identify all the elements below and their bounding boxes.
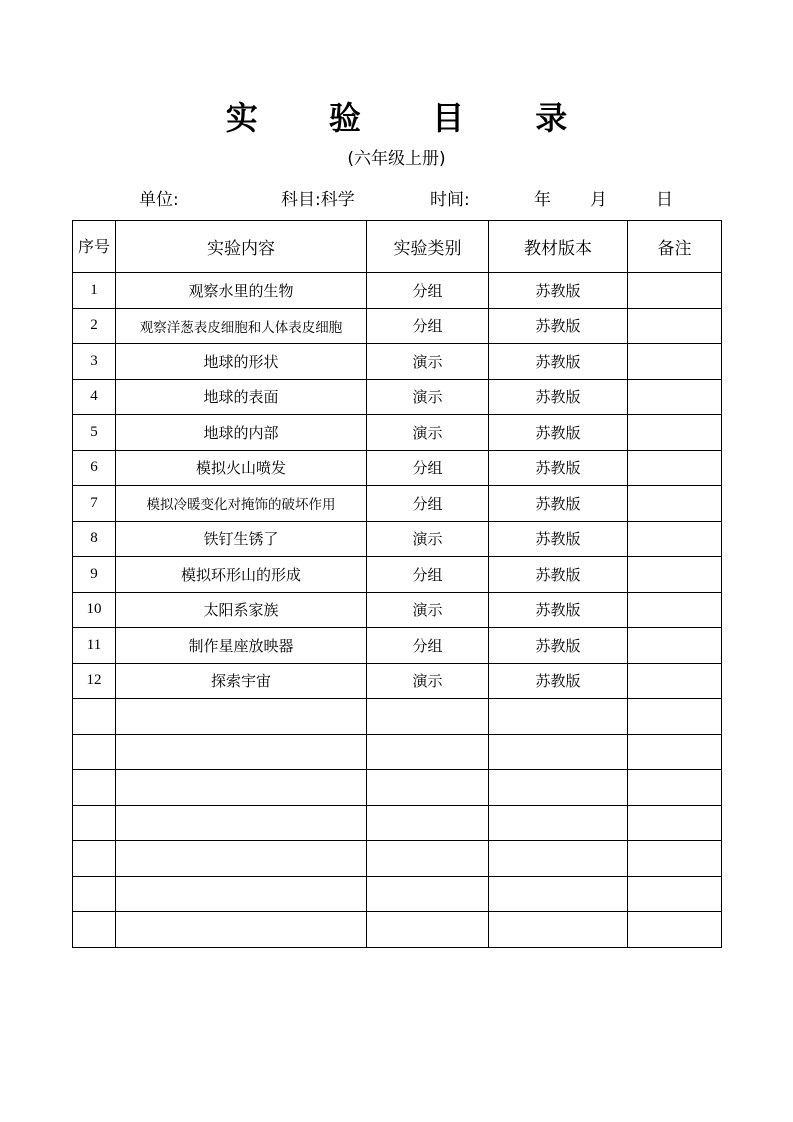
cell-seq: 7 — [73, 486, 116, 522]
table-row — [73, 663, 722, 699]
cell-note — [628, 770, 722, 806]
cell-note — [628, 379, 722, 415]
cell-seq: 11 — [73, 628, 116, 664]
month-label: 月 — [590, 190, 607, 210]
cell-type: 演示 — [367, 521, 489, 557]
cell-seq — [73, 734, 116, 770]
cell-content — [116, 699, 367, 735]
cell-edition: 苏教版 — [489, 486, 628, 522]
cell-seq: 5 — [73, 415, 116, 451]
column-header-seq: 序号 — [73, 221, 116, 273]
cell-seq: 12 — [73, 663, 116, 699]
cell-note — [628, 699, 722, 735]
day-label: 日 — [656, 190, 673, 210]
cell-note — [628, 308, 722, 344]
cell-note — [628, 592, 722, 628]
cell-seq: 2 — [73, 308, 116, 344]
cell-type: 演示 — [367, 415, 489, 451]
cell-seq — [73, 699, 116, 735]
cell-content: 地球的形状 — [116, 344, 367, 380]
table-row — [73, 912, 722, 948]
cell-type: 分组 — [367, 557, 489, 593]
cell-content: 地球的内部 — [116, 415, 367, 451]
cell-seq: 8 — [73, 521, 116, 557]
cell-note — [628, 486, 722, 522]
cell-edition: 苏教版 — [489, 521, 628, 557]
cell-type — [367, 699, 489, 735]
cell-note — [628, 521, 722, 557]
subject-label: 科目:科学 — [281, 190, 355, 210]
table-row — [73, 379, 722, 415]
cell-content: 太阳系家族 — [116, 592, 367, 628]
cell-edition: 苏教版 — [489, 663, 628, 699]
cell-edition: 苏教版 — [489, 592, 628, 628]
time-label: 时间: — [430, 190, 470, 210]
cell-note — [628, 273, 722, 309]
cell-content: 地球的表面 — [116, 379, 367, 415]
cell-content: 观察洋葱表皮细胞和人体表皮细胞 — [116, 308, 367, 344]
cell-type — [367, 876, 489, 912]
cell-type — [367, 770, 489, 806]
cell-type: 分组 — [367, 308, 489, 344]
cell-note — [628, 557, 722, 593]
table-row — [73, 592, 722, 628]
column-header-edition: 教材版本 — [489, 221, 628, 273]
cell-content: 铁钉生锈了 — [116, 521, 367, 557]
cell-note — [628, 805, 722, 841]
table-row — [73, 770, 722, 806]
unit-label: 单位: — [139, 190, 179, 210]
cell-seq — [73, 770, 116, 806]
cell-seq: 3 — [73, 344, 116, 380]
cell-content: 模拟火山喷发 — [116, 450, 367, 486]
cell-note — [628, 663, 722, 699]
table-row — [73, 415, 722, 451]
cell-seq — [73, 805, 116, 841]
cell-type: 演示 — [367, 592, 489, 628]
cell-content: 模拟冷暖变化对掩饰的破坏作用 — [116, 486, 367, 522]
cell-note — [628, 734, 722, 770]
cell-seq — [73, 876, 116, 912]
cell-type — [367, 805, 489, 841]
cell-edition: 苏教版 — [489, 308, 628, 344]
cell-edition: 苏教版 — [489, 450, 628, 486]
cell-edition: 苏教版 — [489, 273, 628, 309]
table-body — [73, 273, 722, 948]
table-row — [73, 841, 722, 877]
cell-seq: 10 — [73, 592, 116, 628]
cell-content: 模拟环形山的形成 — [116, 557, 367, 593]
cell-note — [628, 876, 722, 912]
cell-content — [116, 734, 367, 770]
table-row — [73, 273, 722, 309]
cell-seq — [73, 912, 116, 948]
cell-edition — [489, 805, 628, 841]
cell-type: 演示 — [367, 663, 489, 699]
cell-edition: 苏教版 — [489, 557, 628, 593]
cell-type — [367, 734, 489, 770]
cell-edition — [489, 841, 628, 877]
cell-edition — [489, 770, 628, 806]
column-header-content: 实验内容 — [116, 221, 367, 273]
table-row — [73, 521, 722, 557]
cell-type — [367, 841, 489, 877]
cell-seq — [73, 841, 116, 877]
cell-seq: 6 — [73, 450, 116, 486]
cell-seq: 4 — [73, 379, 116, 415]
cell-content — [116, 805, 367, 841]
table-row — [73, 308, 722, 344]
table-row — [73, 876, 722, 912]
table-row — [73, 628, 722, 664]
cell-note — [628, 841, 722, 877]
cell-content — [116, 770, 367, 806]
cell-note — [628, 415, 722, 451]
table-row — [73, 699, 722, 735]
cell-edition: 苏教版 — [489, 628, 628, 664]
table-header-row — [73, 221, 722, 273]
cell-type: 演示 — [367, 379, 489, 415]
cell-type — [367, 912, 489, 948]
table-row — [73, 734, 722, 770]
year-label: 年 — [534, 190, 551, 210]
cell-content: 观察水里的生物 — [116, 273, 367, 309]
cell-content — [116, 912, 367, 948]
cell-seq: 9 — [73, 557, 116, 593]
column-header-type: 实验类别 — [367, 221, 489, 273]
cell-edition: 苏教版 — [489, 344, 628, 380]
cell-edition: 苏教版 — [489, 415, 628, 451]
cell-edition — [489, 876, 628, 912]
cell-content — [116, 876, 367, 912]
cell-type: 演示 — [367, 344, 489, 380]
table-row — [73, 557, 722, 593]
cell-seq: 1 — [73, 273, 116, 309]
cell-type: 分组 — [367, 273, 489, 309]
page-subtitle: (六年级上册) — [347, 149, 446, 169]
table-row — [73, 805, 722, 841]
cell-note — [628, 344, 722, 380]
cell-note — [628, 628, 722, 664]
page-title: 实 验 目 录 — [225, 99, 598, 137]
table-row — [73, 344, 722, 380]
cell-edition — [489, 912, 628, 948]
cell-note — [628, 450, 722, 486]
cell-edition — [489, 699, 628, 735]
cell-edition: 苏教版 — [489, 379, 628, 415]
cell-content: 制作星座放映器 — [116, 628, 367, 664]
table-row — [73, 486, 722, 522]
table-row — [73, 450, 722, 486]
column-header-note: 备注 — [628, 221, 722, 273]
cell-type: 分组 — [367, 628, 489, 664]
cell-edition — [489, 734, 628, 770]
cell-content — [116, 841, 367, 877]
cell-type: 分组 — [367, 450, 489, 486]
cell-note — [628, 912, 722, 948]
cell-content: 探索宇宙 — [116, 663, 367, 699]
cell-type: 分组 — [367, 486, 489, 522]
experiment-table — [72, 220, 722, 948]
